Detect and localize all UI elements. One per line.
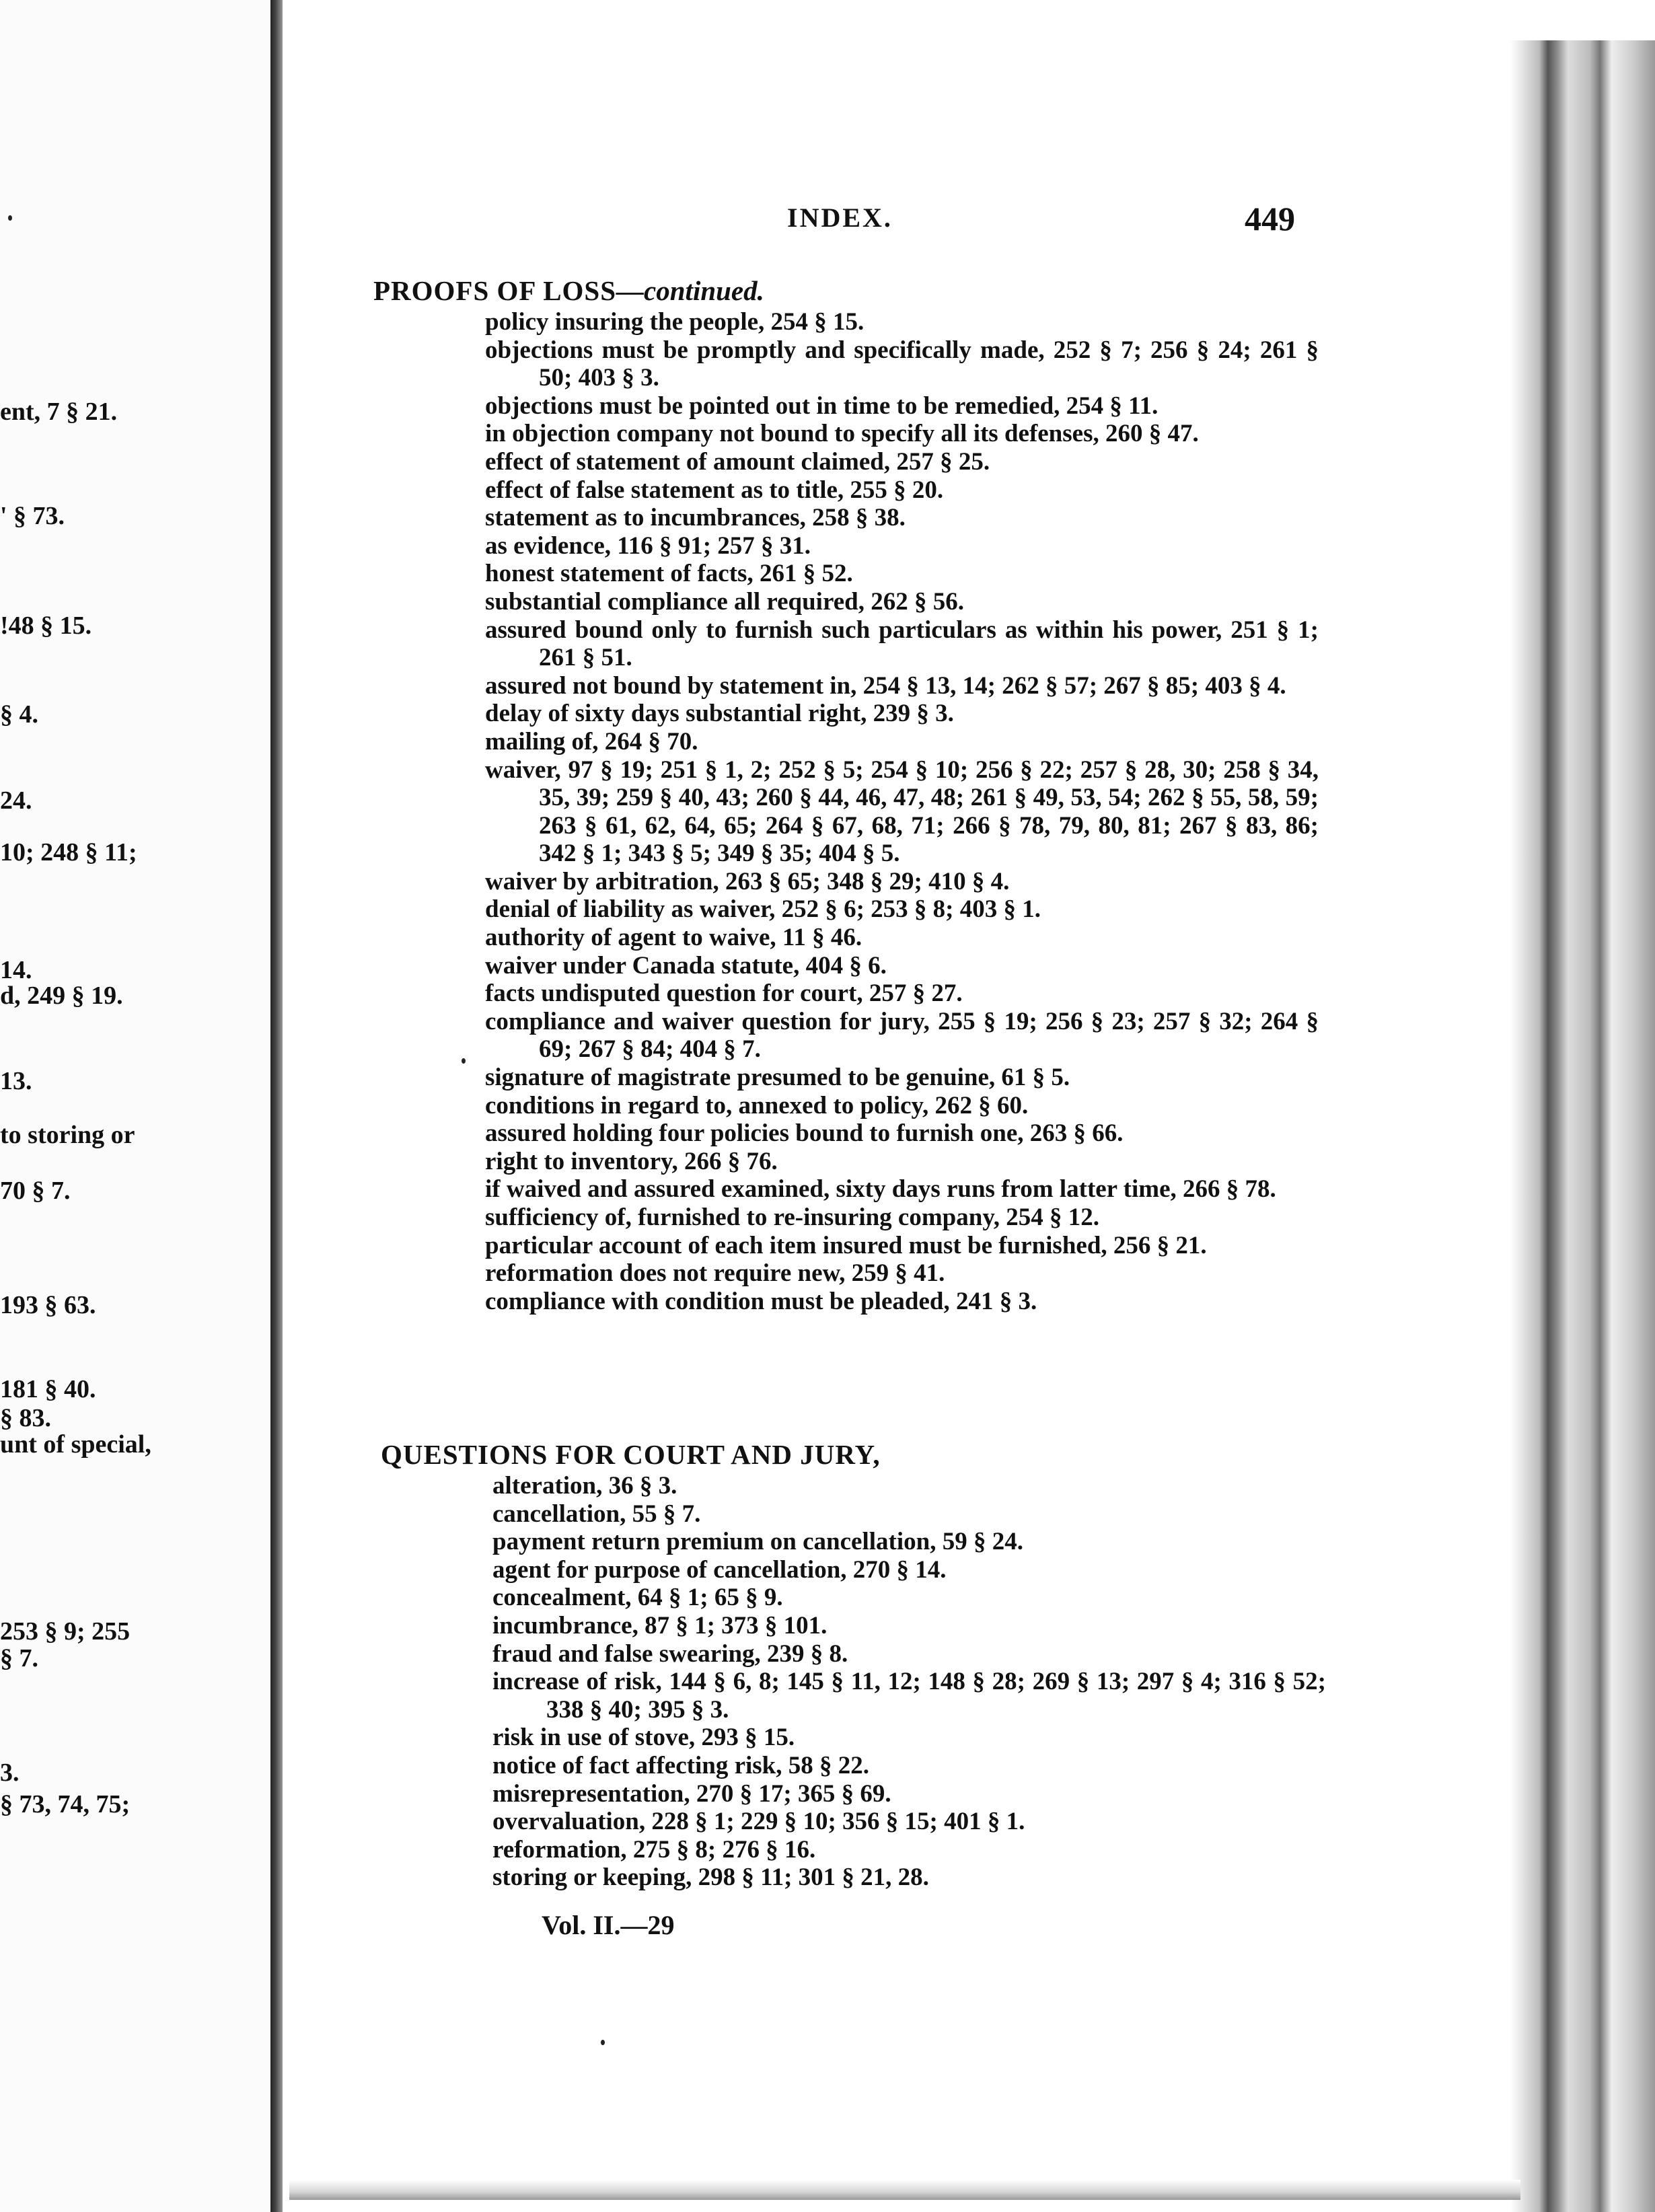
index-entry: authority of agent to waive, 11 § 46. [485, 924, 862, 952]
index-entry: if waived and assured examined, sixty days runs from latter time, 266 § 78. [485, 1175, 1276, 1204]
ink-speck [462, 1058, 466, 1064]
index-entry: overvaluation, 228 § 1; 229 § 10; 356 § 15; 401 § 1. [492, 1808, 1025, 1836]
index-entry: signature of magistrate presumed to be genuine, 61 § 5. [485, 1064, 1070, 1092]
index-entry: conditions in regard to, annexed to policy, 262 § 60. [485, 1091, 1029, 1119]
index-entry: statement as to incumbrances, 258 § 38. [485, 504, 906, 532]
left-page-fragment: 14. [0, 956, 32, 984]
index-entry: facts undisputed question for court, 257 § 27. [485, 980, 963, 1008]
left-page-fragment: d, 249 § 19. [0, 982, 123, 1010]
index-entry: waiver by arbitration, 263 § 65; 348 § 29; 410 § 4. [485, 867, 1010, 895]
index-entry: alteration, 36 § 3. [492, 1472, 677, 1500]
section-proofs-of-loss [373, 274, 1319, 1315]
index-entry: incumbrance, 87 § 1; 373 § 101. [492, 1611, 828, 1639]
left-page-fragment: !48 § 15. [0, 612, 92, 640]
signature-mark: Vol. II.—29 [542, 1910, 675, 1940]
index-entry: objections must be pointed out in time to be remedied, 254 § 11. [485, 392, 1158, 420]
section-questions-for-court-and-jury [381, 1438, 1326, 1892]
index-entry: reformation does not require new, 259 § 41. [485, 1259, 945, 1288]
section-heading [381, 1438, 1326, 1471]
left-page-fragment: 10; 248 § 11; [0, 838, 137, 867]
index-entry: right to inventory, 266 § 76. [485, 1147, 778, 1175]
index-entry: cancellation, 55 § 7. [492, 1500, 701, 1528]
page-edge-top [1510, 0, 1655, 40]
page-number: 449 [1245, 200, 1295, 237]
left-page-fragment: unt of special, [0, 1430, 151, 1459]
index-entry: notice of fact affecting risk, 58 § 22. [492, 1751, 870, 1779]
index-entry: waiver under Canada statute, 404 § 6. [485, 951, 887, 980]
ink-speck [601, 2040, 605, 2045]
index-entry: objections must be promptly and specifically made, 252 § 7; 256 § 24; 261 § 50; 403 § 3. [485, 336, 1319, 392]
page-edge-stack [1510, 27, 1655, 2212]
index-entry: compliance with condition must be pleaded, 241 § 3. [485, 1287, 1037, 1315]
index-entry: substantial compliance all required, 262 § 56. [485, 587, 964, 616]
left-page-fragment: § 73, 74, 75; [0, 1790, 131, 1818]
index-entry: assured holding four policies bound to furnish one, 263 § 66. [485, 1119, 1124, 1148]
index-entry: reformation, 275 § 8; 276 § 16. [492, 1835, 816, 1864]
index-entry: mailing of, 264 § 70. [485, 727, 698, 755]
left-page-fragment: § 83. [0, 1404, 51, 1432]
index-entry: increase of risk, 144 § 6, 8; 145 § 11, 12; 148 § 28; 269 § 13; 297 § 4; 316 § 52; 338 § 40; 395 § 3. [492, 1668, 1326, 1724]
book-gutter [270, 0, 283, 2212]
left-page-fragment: ' § 73. [0, 502, 65, 530]
index-entry: honest statement of facts, 261 § 52. [485, 560, 853, 588]
index-entry: misrepresentation, 270 § 17; 365 § 69. [492, 1779, 891, 1808]
left-page [0, 0, 269, 2212]
left-page-fragment: to storing or [0, 1121, 135, 1149]
left-page-fragment: 193 § 63. [0, 1291, 96, 1319]
index-entry: risk in use of stove, 293 § 15. [492, 1724, 795, 1752]
heading-text: PROOFS OF LOSS [373, 275, 617, 306]
index-entry: denial of liability as waiver, 252 § 6; 253 § 8; 403 § 1. [485, 895, 1041, 924]
left-page-fragment: 13. [0, 1067, 32, 1095]
running-head: INDEX. [787, 202, 893, 233]
heading-suffix: —continued. [616, 275, 764, 306]
left-page-fragment: ent, 7 § 21. [0, 398, 118, 426]
index-entry: storing or keeping, 298 § 11; 301 § 21, 28. [492, 1864, 929, 1892]
index-entry: concealment, 64 § 1; 65 § 9. [492, 1584, 783, 1612]
section-heading [373, 274, 1319, 307]
left-page-fragment: 70 § 7. [0, 1177, 71, 1205]
index-entry: compliance and waiver question for jury, 255 § 19; 256 § 23; 257 § 32; 264 § 69; 267 § 84; 404 § 7. [485, 1007, 1319, 1064]
index-entry: waiver, 97 § 19; 251 § 1, 2; 252 § 5; 254 § 10; 256 § 22; 257 § 28, 30; 258 § 34, 35, 39; 259 § 40, 43; 260 § 44, 46, 47, 48; 261 § 49, 53, 54; 262 § 55, 58, 59; 263 § 61, 62, 64, 65; 264 § 67, 68, 71; 266 § 78, 79, 80, 81; 267 § 83, 86; 342 § 1; 343 § 5; 349 § 35; 404 § 5. [485, 755, 1319, 868]
index-entry: effect of false statement as to title, 255 § 20. [485, 476, 944, 504]
index-entry: effect of statement of amount claimed, 257 § 25. [485, 447, 990, 476]
left-page-fragment: 253 § 9; 255 [0, 1617, 131, 1646]
left-page-fragment: 181 § 40. [0, 1375, 96, 1403]
index-entry: sufficiency of, furnished to re-insuring company, 254 § 12. [485, 1204, 1100, 1231]
index-entry: particular account of each item insured must be furnished, 256 § 21. [485, 1231, 1207, 1259]
ink-speck [8, 215, 12, 221]
entry-list [373, 308, 1319, 1315]
index-entry: assured bound only to furnish such particulars as within his power, 251 § 1; 261 § 51. [485, 616, 1319, 672]
index-entry: fraud and false swearing, 239 § 8. [492, 1639, 848, 1668]
left-page-fragment: 3. [0, 1759, 20, 1787]
entry-list [381, 1472, 1326, 1892]
index-entry: agent for purpose of cancellation, 270 § 14. [492, 1555, 947, 1584]
index-entry: payment return premium on cancellation, 59 § 24. [492, 1528, 1023, 1556]
index-entry: policy insuring the people, 254 § 15. [485, 308, 865, 336]
index-entry: assured not bound by statement in, 254 § 13, 14; 262 § 57; 267 § 85; 403 § 4. [485, 671, 1286, 700]
page-bottom-shadow [289, 2180, 1520, 2200]
index-entry: in objection company not bound to specify all its defenses, 260 § 47. [485, 420, 1199, 448]
left-page-fragment: § 7. [0, 1644, 38, 1672]
left-page-fragment: § 4. [0, 700, 38, 729]
index-entry: as evidence, 116 § 91; 257 § 31. [485, 531, 811, 560]
heading-text: QUESTIONS FOR COURT AND JURY, [381, 1439, 881, 1470]
left-page-fragment: 24. [0, 786, 32, 815]
index-entry: delay of sixty days substantial right, 239 § 3. [485, 700, 954, 728]
